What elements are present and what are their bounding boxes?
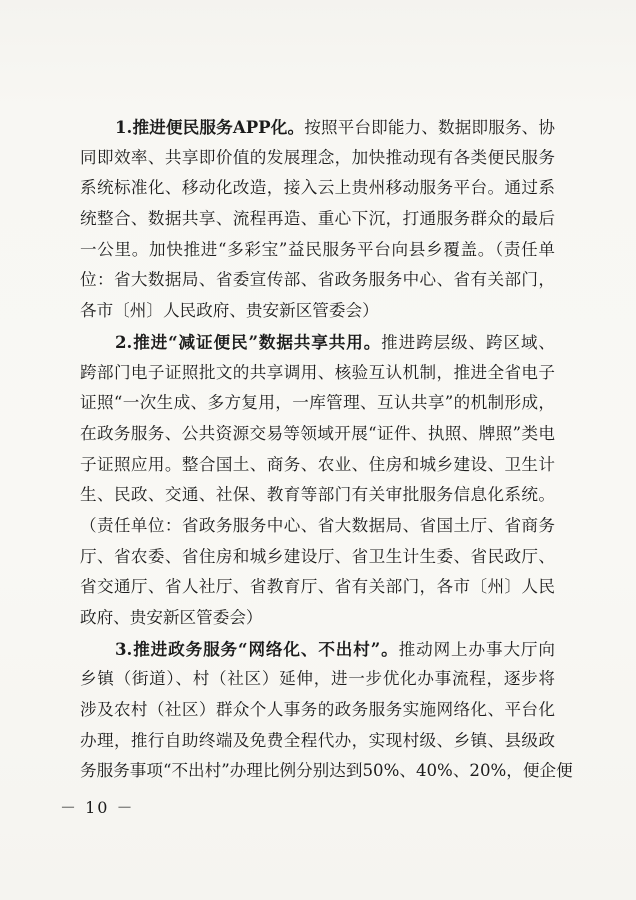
text-line <box>80 726 555 757</box>
text-span: 省交通厅、省人社厅、省教育厅、省有关部门，各市〔州〕人民 <box>80 577 555 597</box>
heading-span: 1.推进便民服务APP化。 <box>115 117 305 137</box>
text-line <box>80 327 555 358</box>
text-span: 系统标准化、移动化改造，接入云上贵州移动服务平台。通过系 <box>80 178 555 198</box>
text-span: 在政务服务、公共资源交易等领域开展“证件、执照、牌照”类电 <box>80 423 555 443</box>
text-line <box>80 235 555 266</box>
text-line <box>80 358 555 389</box>
text-line <box>80 296 555 327</box>
text-line <box>80 695 555 726</box>
text-line <box>80 634 555 665</box>
text-line <box>80 204 555 235</box>
text-span: 推动网上办事大厅向 <box>398 639 555 659</box>
body-text <box>80 112 573 787</box>
text-span: 厅、省农委、省住房和城乡建设厅、省卫生计生委、省民政厅、 <box>80 546 555 566</box>
text-line <box>80 480 555 511</box>
text-line <box>80 265 555 296</box>
text-line <box>80 173 555 204</box>
text-span: 跨部门电子证照批文的共享调用、核验互认机制，推进全省电子 <box>80 362 555 382</box>
paragraph-2 <box>80 327 555 634</box>
text-span: 办理，推行自助终端及免费全程代办，实现村级、乡镇、县级政 <box>80 730 555 750</box>
text-line <box>80 419 555 450</box>
text-span: 乡镇（街道）、村（社区）延伸，进一步优化办事流程，逐步将 <box>80 669 555 689</box>
text-span: 一公里。加快推进“多彩宝”益民服务平台向县乡覆盖。（责任单 <box>80 239 555 259</box>
text-span: 生、民政、交通、社保、教育等部门有关审批服务信息化系统。 <box>80 485 555 505</box>
text-span: 政府、贵安新区管委会） <box>80 608 263 627</box>
text-span: 同即效率、共享即价值的发展理念，加快推动现有各类便民服务 <box>80 147 555 167</box>
text-span: 涉及农村（社区）群众个人事务的政务服务实施网络化、平台化 <box>80 700 555 720</box>
text-line <box>80 756 573 787</box>
text-line <box>80 572 555 603</box>
text-span: （责任单位：省政务服务中心、省大数据局、省国土厅、省商务 <box>80 515 555 535</box>
text-span: 各市〔州〕人民政府、贵安新区管委会） <box>80 301 379 321</box>
paragraph-1 <box>80 112 555 327</box>
text-span: 位：省大数据局、省委宣传部、省政务服务中心、省有关部门， <box>80 270 555 290</box>
text-span: 推进跨层级、跨区域、 <box>381 332 556 352</box>
text-span: 务服务事项“不出村”办理比例分别达到50%、40%、20%，便企便 <box>80 761 573 781</box>
text-span: 统整合、数据共享、流程再造、重心下沉，打通服务群众的最后 <box>80 209 555 229</box>
text-line <box>80 450 555 481</box>
text-line <box>80 664 555 695</box>
text-line <box>80 388 555 419</box>
text-line <box>80 143 555 174</box>
text-line <box>80 603 555 634</box>
heading-span: 2.推进“减证便民”数据共享共用。 <box>115 331 382 352</box>
text-line <box>80 542 555 573</box>
text-line <box>80 511 555 542</box>
text-line <box>80 112 555 143</box>
text-span: 证照“一次生成、多方复用，一库管理、互认共享”的机制形成， <box>80 393 555 413</box>
text-span: 按照平台即能力、数据即服务、协 <box>304 118 555 137</box>
paragraph-3 <box>80 634 573 787</box>
page-number: － 10 － <box>60 798 135 817</box>
text-span: 子证照应用。整合国土、商务、农业、住房和城乡建设、卫生计 <box>80 454 555 474</box>
heading-span: 3.推进政务服务“网络化、不出村”。 <box>115 638 399 659</box>
